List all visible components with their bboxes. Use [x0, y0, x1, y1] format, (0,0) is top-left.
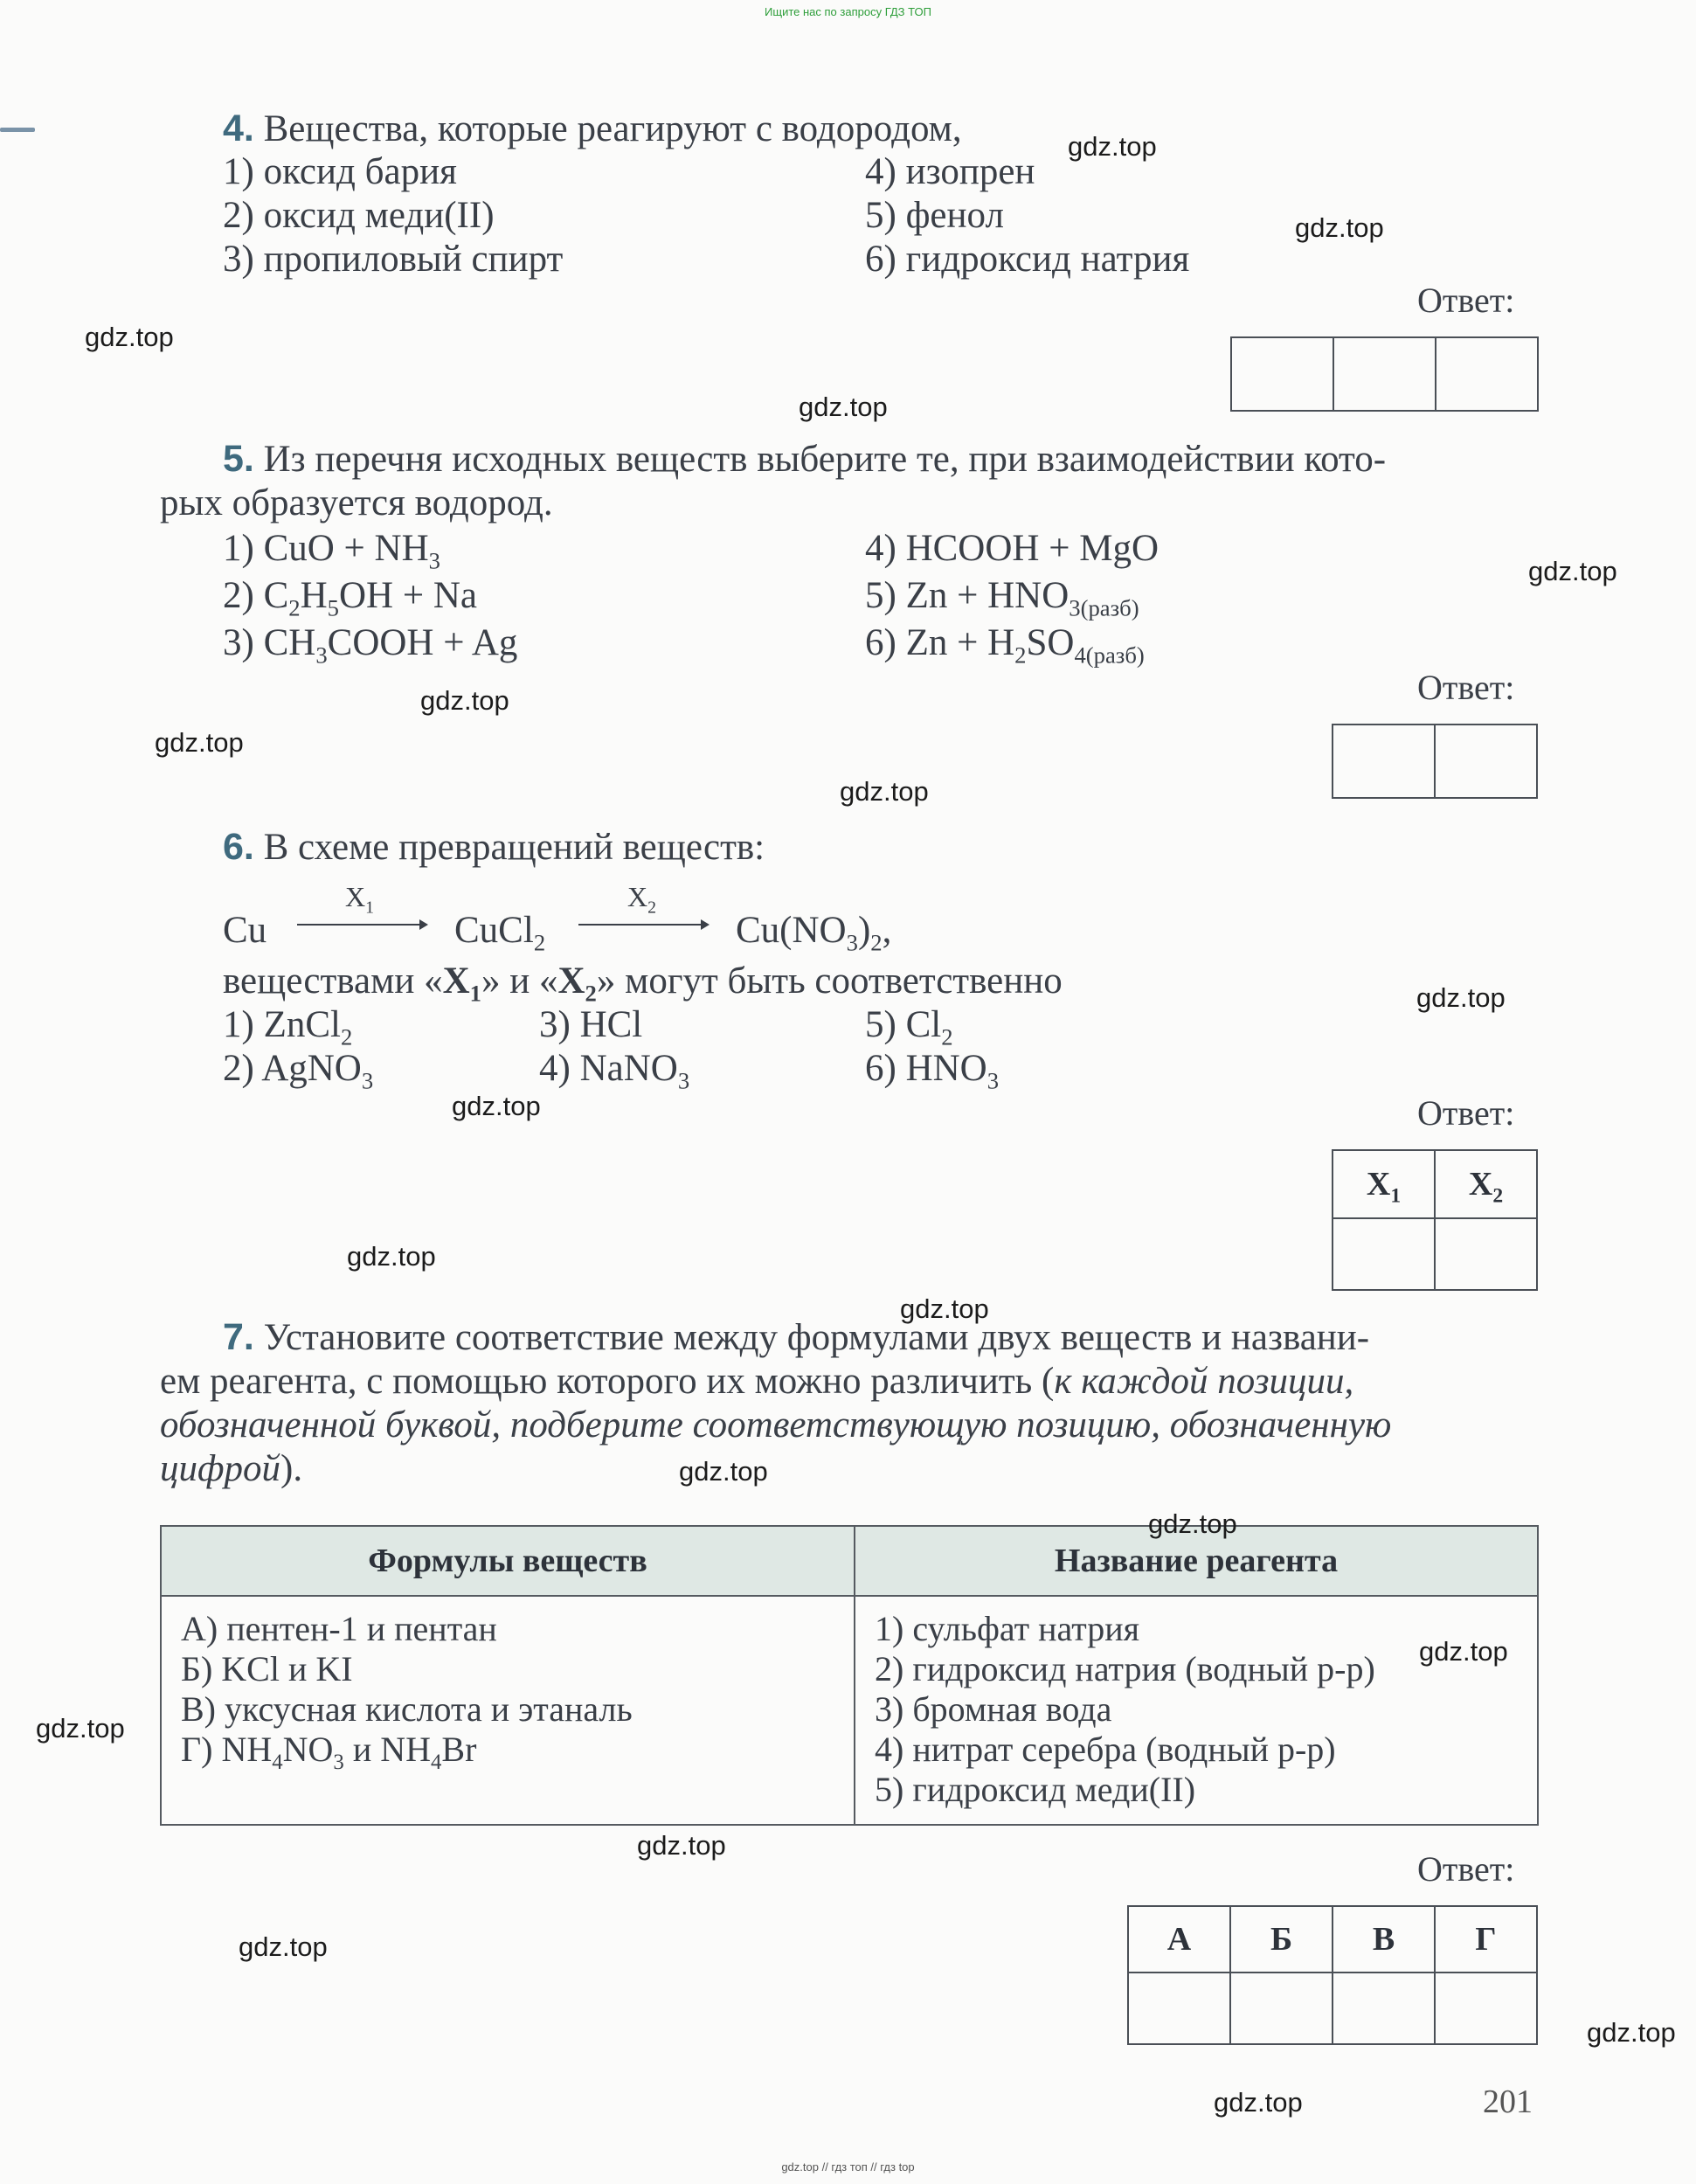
- q5-answer-grid: [1332, 724, 1538, 799]
- q7-answer-header: Б: [1230, 1906, 1333, 1973]
- q5-number: 5.: [223, 438, 254, 480]
- watermark: gdz.top: [347, 1241, 436, 1272]
- q6-answer-header-x1: $X_1$: [1333, 1150, 1435, 1218]
- q7-right-item: 1) сульфат натрия: [875, 1609, 1140, 1648]
- q6-option-1: 1) ZnCl$_2$: [223, 1004, 353, 1050]
- q7-left-item: В) уксусная кислота и этаналь: [181, 1689, 633, 1729]
- q7-text-line1: Установите соответствие между формулами двух веществ и названи-: [263, 1317, 1370, 1358]
- watermark: gdz.top: [1295, 212, 1384, 243]
- watermark: gdz.top: [900, 1293, 989, 1324]
- q7-answer-cell[interactable]: [1333, 1973, 1435, 2044]
- watermark: gdz.top: [85, 322, 174, 352]
- q6-answer-header-x2: $X_2$: [1435, 1150, 1537, 1218]
- q7-text-line4a: цифрой: [160, 1448, 281, 1489]
- q7-answer-header: А: [1128, 1906, 1230, 1973]
- q7-header-reagents: Название реагента: [855, 1526, 1538, 1596]
- q7-right-column: [855, 1596, 1538, 1825]
- q6-arrow1-label: $X_1$: [345, 881, 375, 918]
- q4-stem: [223, 107, 962, 151]
- q7-left-item: Г) $NH_4NO_3$ и $NH_4Br$: [181, 1730, 477, 1774]
- q4-answer-cell[interactable]: [1333, 337, 1436, 411]
- q7-stem-line1: [223, 1315, 1369, 1360]
- q7-answer-cell[interactable]: [1230, 1973, 1333, 2044]
- q4-answer-cell[interactable]: [1231, 337, 1333, 411]
- q4-option-5: 5) фенол: [865, 195, 1004, 236]
- watermark: gdz.top: [1148, 1508, 1237, 1539]
- q5-option-5: 5) $Zn + HNO_{3(разб)}$: [865, 575, 1139, 621]
- q6-answer-cell[interactable]: [1435, 1218, 1537, 1290]
- q7-answer-grid: [1127, 1905, 1538, 2045]
- q7-header-formulas: Формулы веществ: [161, 1526, 855, 1596]
- q6-answer-label: Ответ:: [1417, 1093, 1515, 1133]
- q7-text-line4: [160, 1447, 302, 1491]
- q5-option-4: 4) HCOOH + MgO: [865, 528, 1160, 569]
- watermark: gdz.top: [155, 727, 244, 758]
- watermark: gdz.top: [1068, 131, 1157, 162]
- q5-option-2: 2) $C_2H_5OH + Na$: [223, 575, 477, 621]
- q6-line: веществами «$X_1$» и «$X_2$» могут быть соответственно: [223, 960, 1063, 1007]
- q5-text-line1: Из перечня исходных веществ выберите те, при взаимодействии кото-: [263, 439, 1387, 480]
- q6-scheme-end: $Cu(NO_3)_2$,: [736, 910, 892, 956]
- watermark: gdz.top: [1416, 982, 1506, 1013]
- watermark: gdz.top: [1419, 1636, 1508, 1667]
- q4-answer-cell[interactable]: [1436, 337, 1538, 411]
- watermark: gdz.top: [1587, 2017, 1676, 2048]
- q6-option-4: 4) NaNO$_3$: [539, 1048, 690, 1094]
- q7-number: 7.: [223, 1316, 254, 1358]
- q7-right-item: 3) бромная вода: [875, 1689, 1112, 1729]
- q7-right-item: 5) гидроксид меди(II): [875, 1770, 1196, 1809]
- q5-answer-cell[interactable]: [1333, 725, 1435, 798]
- q7-text-line3: обозначенной буквой, подберите соответствующую позицию, обозначенную: [160, 1404, 1392, 1446]
- q7-left-item: А) пентен-1 и пентан: [181, 1609, 497, 1648]
- watermark: gdz.top: [679, 1456, 768, 1487]
- q5-answer-cell[interactable]: [1435, 725, 1537, 798]
- q5-option-3: 3) $CH_3COOH + Ag$: [223, 622, 518, 669]
- watermark: gdz.top: [452, 1091, 541, 1121]
- q5-option-6: 6) $Zn + H_2SO_{4(разб)}$: [865, 622, 1145, 669]
- q7-left-column: [161, 1596, 855, 1825]
- q6-stem: [223, 825, 765, 870]
- q7-answer-header: Г: [1435, 1906, 1537, 1973]
- q7-text-line2: [160, 1360, 1353, 1404]
- q6-option-6: 6) $HNO_3$: [865, 1048, 1000, 1094]
- watermark: gdz.top: [1528, 556, 1617, 586]
- q7-answer-cell[interactable]: [1435, 1973, 1537, 2044]
- q6-option-2: 2) AgNO$_3$: [223, 1048, 374, 1094]
- q7-right-item: 2) гидроксид натрия (водный р-р): [875, 1649, 1375, 1688]
- q7-right-item: 4) нитрат серебра (водный р-р): [875, 1730, 1336, 1769]
- watermark: gdz.top: [840, 776, 929, 807]
- q5-option-1: 1) CuO + $NH_3$: [223, 528, 440, 574]
- q4-option-4: 4) изопрен: [865, 151, 1035, 192]
- q4-option-1: 1) оксид бария: [223, 151, 457, 192]
- q7-answer-header: В: [1333, 1906, 1435, 1973]
- watermark: gdz.top: [420, 685, 509, 716]
- q4-option-2: 2) оксид меди(II): [223, 195, 495, 236]
- q6-answer-cell[interactable]: [1333, 1218, 1435, 1290]
- q6-scheme-mid: CuCl$_2$: [454, 910, 546, 956]
- q5-text-line2: рых образуется водород.: [160, 482, 553, 523]
- watermark: gdz.top: [799, 392, 888, 422]
- q7-matching-table: [160, 1525, 1539, 1826]
- watermark: gdz.top: [1214, 2087, 1303, 2118]
- watermark: gdz.top: [637, 1830, 726, 1861]
- q6-arrow2-label: $X_2$: [627, 881, 657, 918]
- q6-number: 6.: [223, 826, 254, 868]
- page-edge-mark: [0, 128, 35, 132]
- q5-stem-line1: [223, 437, 1386, 482]
- q4-option-6: 6) гидроксид натрия: [865, 239, 1190, 280]
- q4-option-3: 3) пропиловый спирт: [223, 239, 564, 280]
- header-note: Ищите нас по запросу ГДЗ ТОП: [765, 5, 931, 18]
- page-number: 201: [1483, 2083, 1533, 2120]
- footer-note: gdz.top // гдз топ // гдз top: [781, 2160, 915, 2174]
- q7-answer-cell[interactable]: [1128, 1973, 1230, 2044]
- q4-answer-label: Ответ:: [1417, 281, 1515, 320]
- q5-answer-label: Ответ:: [1417, 668, 1515, 707]
- q6-answer-grid: [1332, 1149, 1538, 1291]
- q6-text: В схеме превращений веществ:: [263, 827, 765, 868]
- q7-text-line4b: ).: [280, 1448, 303, 1489]
- q6-arrow2: [578, 916, 710, 933]
- q7-answer-label: Ответ:: [1417, 1849, 1515, 1889]
- q4-number: 4.: [223, 107, 254, 149]
- q6-arrow1: [297, 916, 428, 933]
- q6-option-5: 5) $Cl_2$: [865, 1004, 953, 1050]
- q7-left-item: Б) KCl и KI: [181, 1649, 353, 1688]
- q6-option-3: 3) HCl: [539, 1004, 643, 1045]
- watermark: gdz.top: [239, 1931, 328, 1962]
- q6-scheme-start: Cu: [223, 910, 267, 951]
- q4-answer-grid: [1230, 336, 1539, 412]
- q4-text: Вещества, которые реагируют с водородом,: [263, 108, 962, 149]
- q7-text-line2a: ем реагента, с помощью которого их можно различить (: [160, 1361, 1055, 1402]
- q7-text-line2b: к каждой позиции,: [1054, 1361, 1354, 1402]
- watermark: gdz.top: [36, 1713, 125, 1744]
